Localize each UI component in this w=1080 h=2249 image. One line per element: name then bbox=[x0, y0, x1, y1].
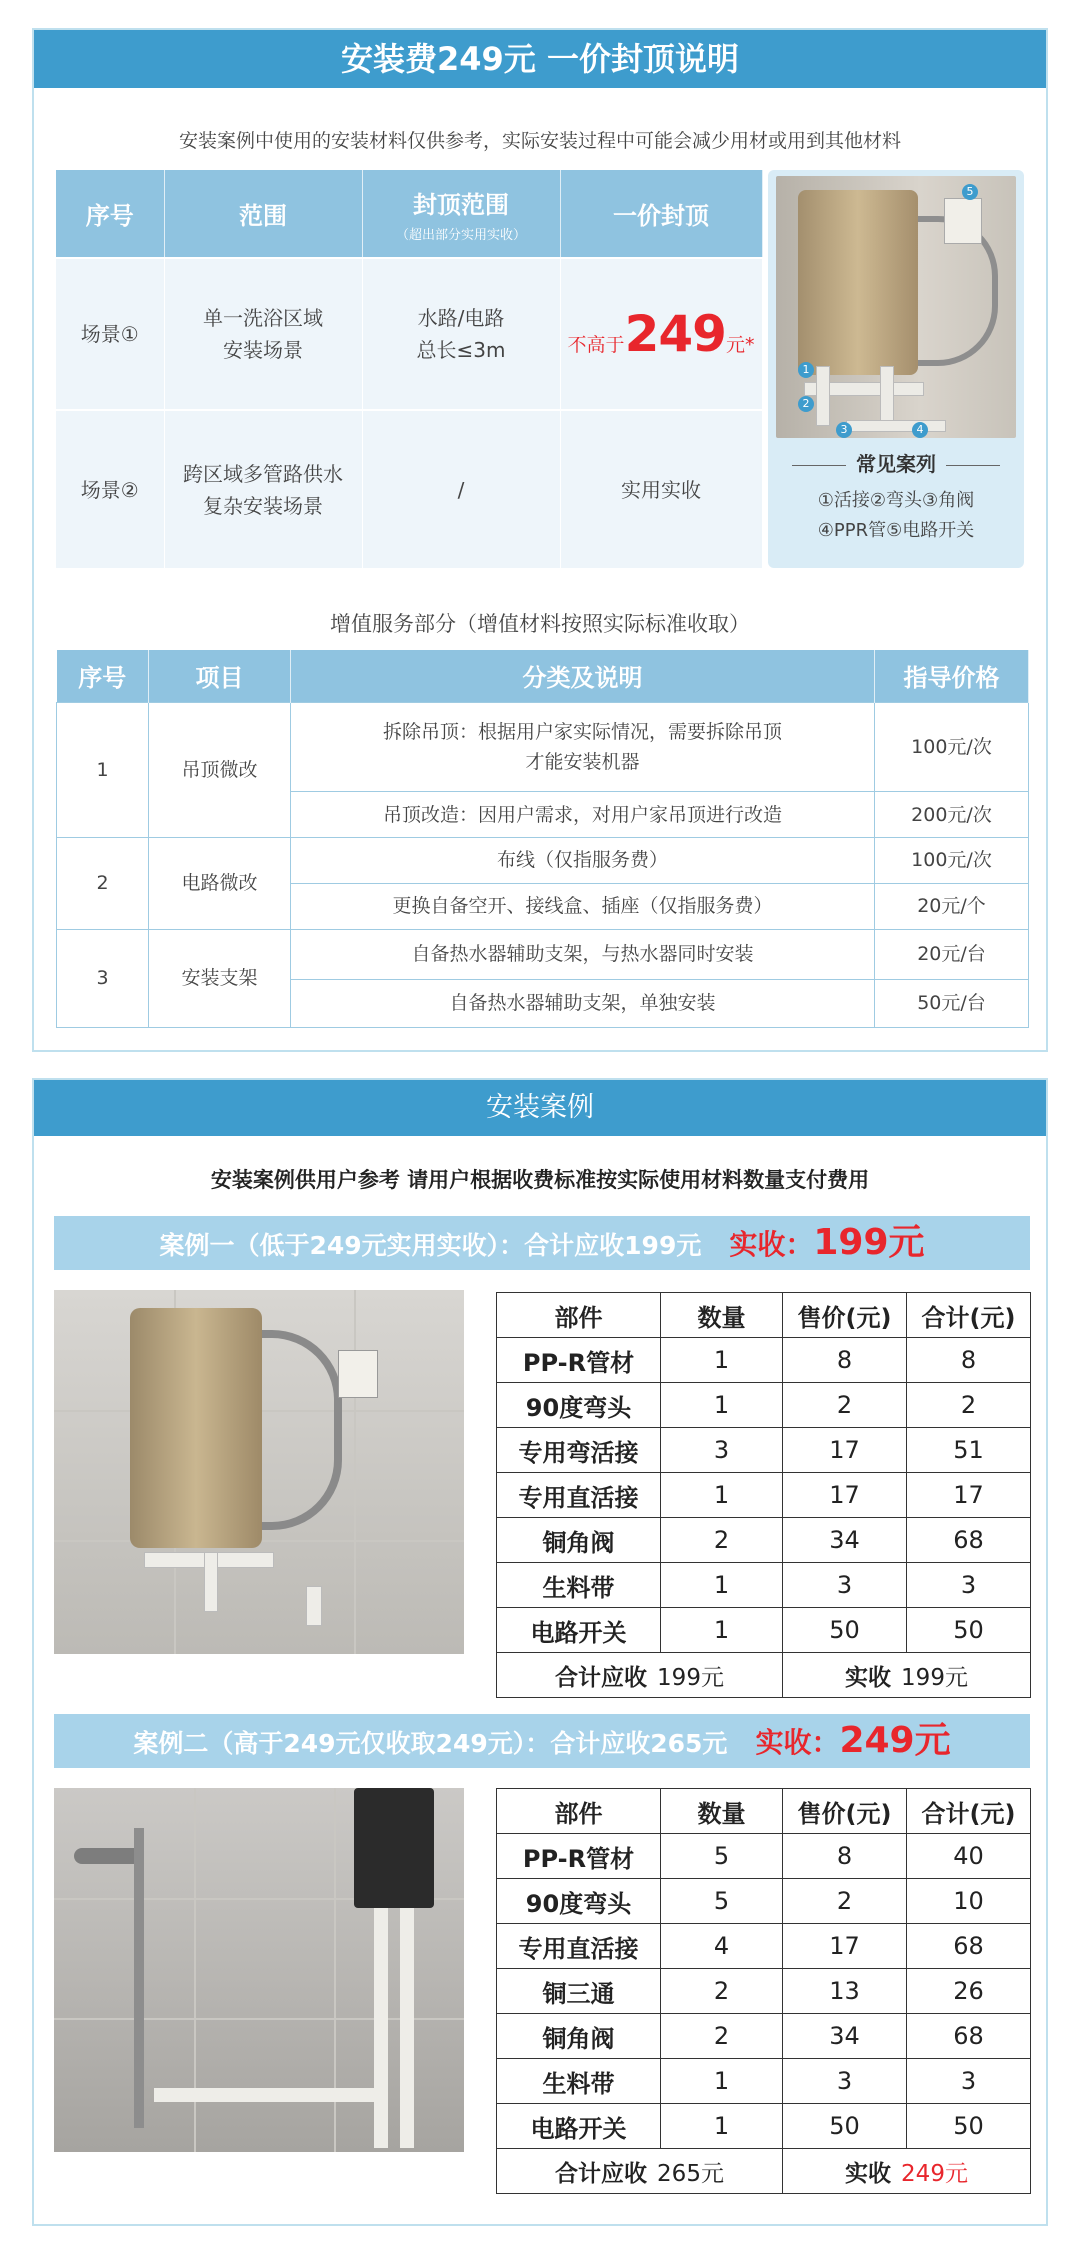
service-table bbox=[56, 650, 1029, 1028]
table-row: 专用直活接 1 17 17 bbox=[497, 1473, 1031, 1518]
row-no: 场景② bbox=[56, 410, 164, 568]
row-scope: 单一洗浴区域 安装场景 bbox=[164, 258, 362, 410]
row-price: 实用实收 bbox=[560, 410, 762, 568]
case-1-label: 案例一（低于249元实用实收）：合计应收199元 bbox=[159, 1231, 702, 1260]
marker: 3 bbox=[836, 422, 852, 438]
row-scope: 跨区域多管路供水 复杂安装场景 bbox=[164, 410, 362, 568]
marker: 5 bbox=[962, 184, 978, 200]
cases-note: 安装案例供用户参考 请用户根据收费标准按实际使用材料数量支付费用 bbox=[210, 1168, 870, 1192]
col-header-item: 项目 bbox=[149, 650, 291, 702]
table-row: 电路开关 1 50 50 bbox=[497, 2104, 1031, 2149]
table-row: PP-R管材 1 8 8 bbox=[497, 1338, 1031, 1383]
case-2-label: 案例二（高于249元仅收取249元）：合计应收265元 bbox=[133, 1729, 728, 1758]
table-row bbox=[56, 410, 762, 568]
col-header-desc: 分类及说明 bbox=[291, 650, 875, 702]
table-row: 专用直活接 4 17 68 bbox=[497, 1924, 1031, 1969]
service-desc: 拆除吊顶：根据用户家实际情况，需要拆除吊顶 才能安装机器 bbox=[291, 702, 875, 792]
table-row: 铜角阀 2 34 68 bbox=[497, 2014, 1031, 2059]
total-row: 合计应收 265元 实收 249元 bbox=[497, 2149, 1031, 2194]
water-heater bbox=[354, 1788, 434, 1908]
col-header-unit: 售价(元) bbox=[783, 1789, 907, 1834]
group-item: 安装支架 bbox=[149, 929, 291, 1027]
marker: 1 bbox=[798, 362, 814, 378]
row-limit: / bbox=[362, 410, 560, 568]
case-1-bar bbox=[54, 1216, 1030, 1270]
col-header-total: 合计(元) bbox=[907, 1293, 1031, 1338]
heater-install-photo bbox=[776, 176, 1016, 438]
col-header-price: 指导价格 bbox=[875, 650, 1029, 702]
case-1-photo bbox=[54, 1290, 464, 1654]
table-row bbox=[57, 929, 1029, 979]
service-price: 50元/台 bbox=[875, 979, 1029, 1027]
table-row: 90度弯头 5 2 10 bbox=[497, 1879, 1031, 1924]
case-2-photo bbox=[54, 1788, 464, 2152]
cases-box-line: ④PPR管⑤电路开关 bbox=[817, 520, 975, 541]
install-cases-panel bbox=[32, 1078, 1048, 2226]
case-2-table bbox=[496, 1788, 1031, 2194]
table-row: 铜角阀 2 34 68 bbox=[497, 1518, 1031, 1563]
col-header-part: 部件 bbox=[497, 1293, 661, 1338]
table-row bbox=[56, 258, 762, 410]
service-desc: 自备热水器辅助支架，单独安装 bbox=[291, 979, 875, 1027]
table-row bbox=[57, 702, 1029, 792]
table-row bbox=[57, 838, 1029, 884]
service-price: 20元/台 bbox=[875, 929, 1029, 979]
table-row: 电路开关 1 50 50 bbox=[497, 1608, 1031, 1653]
row-limit: 水路/电路 总长≤3m bbox=[362, 258, 560, 410]
group-item: 吊顶微改 bbox=[149, 702, 291, 838]
service-desc: 更换自备空开、接线盒、插座（仅指服务费） bbox=[291, 884, 875, 930]
section-title: 安装案例 bbox=[34, 1080, 1046, 1136]
total-row: 合计应收 199元 实收 199元 bbox=[497, 1653, 1031, 1698]
common-cases-box bbox=[768, 170, 1024, 568]
col-header-qty: 数量 bbox=[661, 1789, 783, 1834]
electric-switch bbox=[338, 1350, 378, 1398]
install-fee-panel bbox=[32, 28, 1048, 1052]
water-heater bbox=[130, 1308, 262, 1548]
group-no: 2 bbox=[57, 838, 149, 930]
col-header-qty: 数量 bbox=[661, 1293, 783, 1338]
service-price: 100元/次 bbox=[875, 838, 1029, 884]
water-heater bbox=[798, 190, 918, 375]
table-row: PP-R管材 5 8 40 bbox=[497, 1834, 1031, 1879]
service-note: 增值服务部分（增值材料按照实际标准收取） bbox=[330, 612, 750, 636]
table-row: 专用弯活接 3 17 51 bbox=[497, 1428, 1031, 1473]
case-1-paid: 实收：199元 bbox=[729, 1222, 925, 1263]
service-price: 20元/个 bbox=[875, 884, 1029, 930]
case-2-bar bbox=[54, 1714, 1030, 1768]
col-header-total: 合计(元) bbox=[907, 1789, 1031, 1834]
marker: 2 bbox=[798, 396, 814, 412]
col-header-no: 序号 bbox=[57, 650, 149, 702]
service-price: 200元/次 bbox=[875, 792, 1029, 838]
col-header-price: 一价封顶 bbox=[560, 170, 762, 258]
col-header-limit: 封顶范围 （超出部分实用实收） bbox=[362, 170, 560, 258]
cases-box-title: 常见案列 bbox=[768, 448, 1024, 477]
col-header-scope: 范围 bbox=[164, 170, 362, 258]
service-price: 100元/次 bbox=[875, 702, 1029, 792]
service-desc: 自备热水器辅助支架，与热水器同时安装 bbox=[291, 929, 875, 979]
section-title: 安装费249元 一价封顶说明 bbox=[34, 30, 1046, 88]
group-item: 电路微改 bbox=[149, 838, 291, 930]
table-row: 铜三通 2 13 26 bbox=[497, 1969, 1031, 2014]
cases-box-line: ①活接②弯头③角阀 bbox=[817, 490, 975, 511]
col-header-part: 部件 bbox=[497, 1789, 661, 1834]
group-no: 3 bbox=[57, 929, 149, 1027]
col-header-no: 序号 bbox=[56, 170, 164, 258]
row-price: 不高于249元* bbox=[560, 258, 762, 410]
service-desc: 吊顶改造：因用户需求，对用户家吊顶进行改造 bbox=[291, 792, 875, 838]
col-header-unit: 售价(元) bbox=[783, 1293, 907, 1338]
material-note: 安装案例中使用的安装材料仅供参考，实际安装过程中可能会减少用材或用到其他材料 bbox=[178, 130, 901, 152]
electric-switch bbox=[944, 198, 982, 244]
fee-table bbox=[56, 170, 763, 568]
case-2-paid: 实收：249元 bbox=[755, 1720, 951, 1761]
table-row: 生料带 1 3 3 bbox=[497, 2059, 1031, 2104]
case-1-table bbox=[496, 1292, 1031, 1698]
service-desc: 布线（仅指服务费） bbox=[291, 838, 875, 884]
table-row: 90度弯头 1 2 2 bbox=[497, 1383, 1031, 1428]
table-row: 生料带 1 3 3 bbox=[497, 1563, 1031, 1608]
marker: 4 bbox=[912, 422, 928, 438]
group-no: 1 bbox=[57, 702, 149, 838]
row-no: 场景① bbox=[56, 258, 164, 410]
